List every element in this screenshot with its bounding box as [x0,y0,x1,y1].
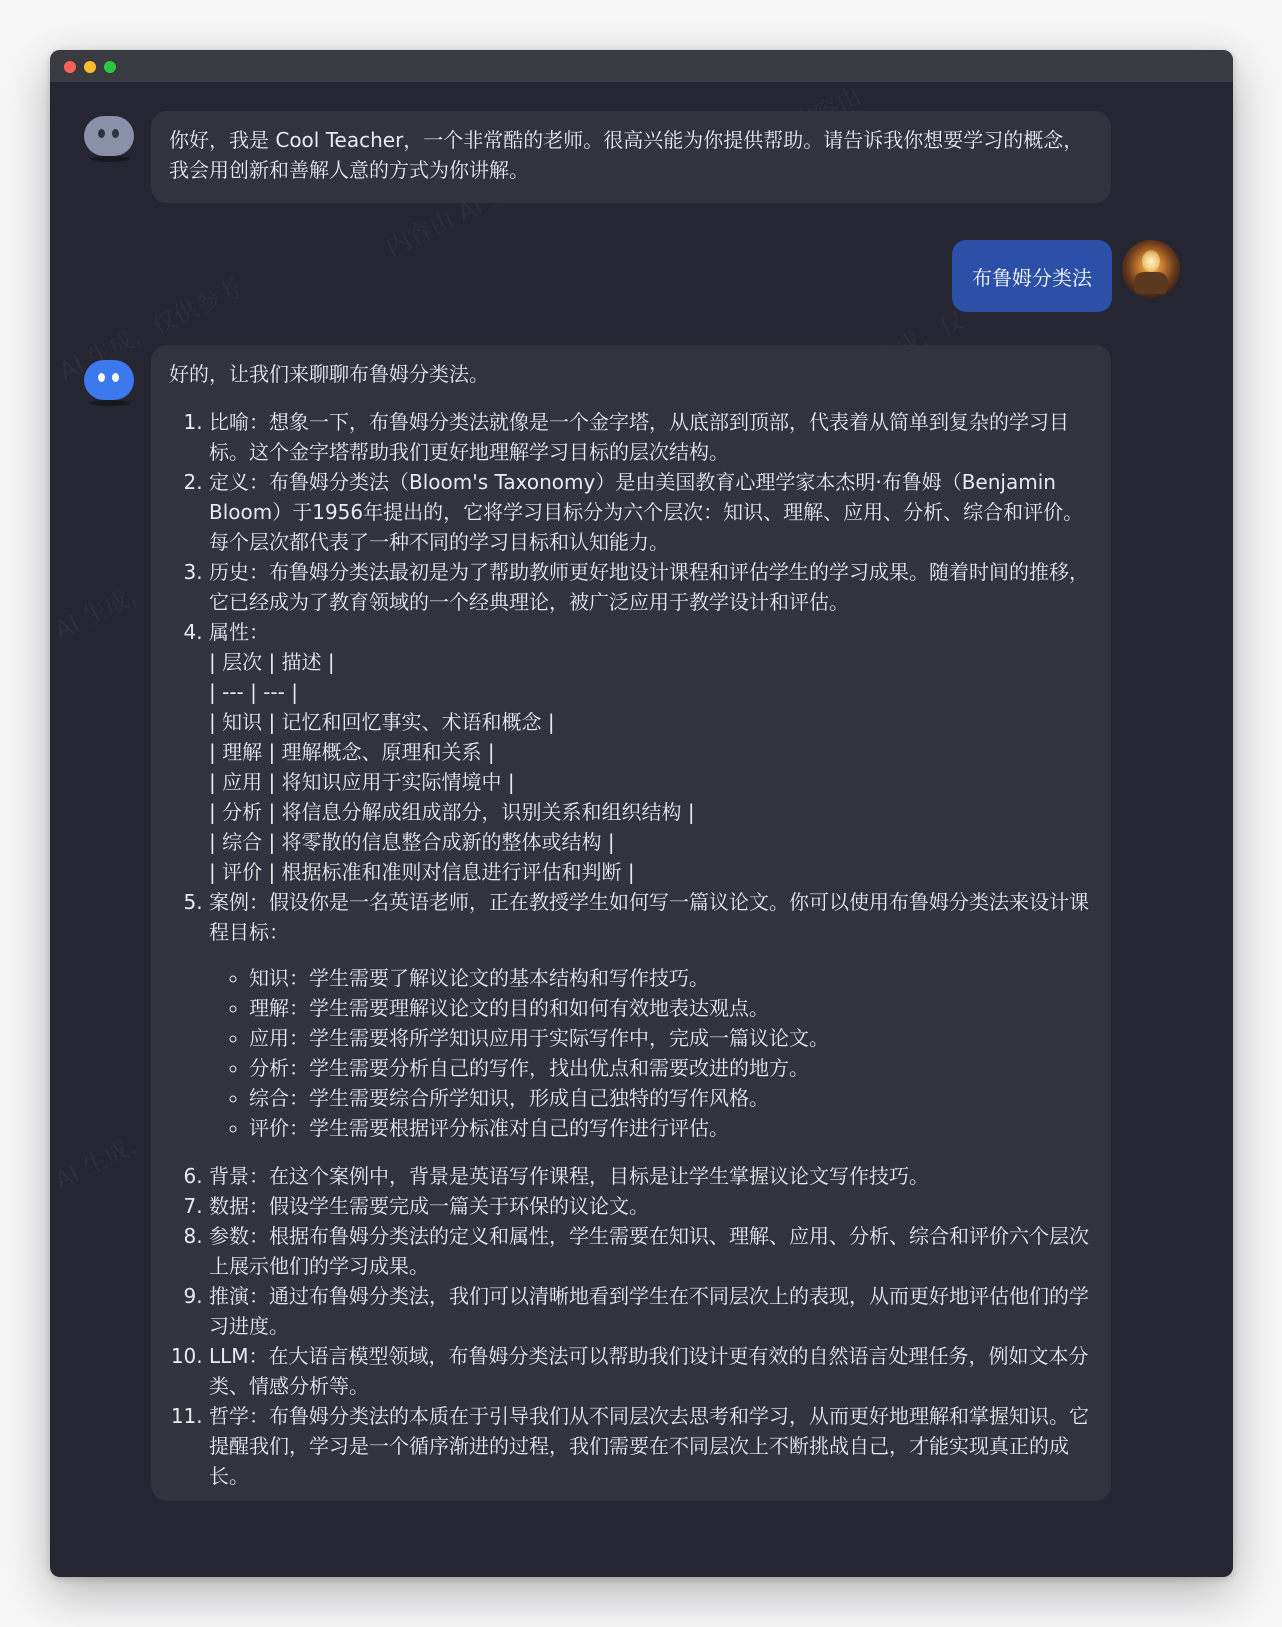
table-row: | --- | --- | [209,680,298,704]
assistant-message-bubble [151,111,1111,203]
bullet-item: ◦ 知识：学生需要了解议论文的基本结构和写作技巧。 [249,963,1093,993]
list-item: 8. 参数：根据布鲁姆分类法的定义和属性，学生需要在知识、理解、应用、分析、综合和评价六个层次上展示他们的学习成果。 [209,1221,1093,1281]
robot-eye-icon [112,129,119,138]
assistant-message-bubble [151,345,1111,1501]
avatar-figure [1134,272,1168,294]
list-item: 7. 数据：假设学生需要完成一篇关于环保的议论文。 [209,1191,1093,1221]
table-row: | 层次 | 描述 | [209,650,335,674]
robot-eye-icon [112,373,119,382]
list-item: 6. 背景：在这个案例中，背景是英语写作课程，目标是让学生掌握议论文写作技巧。 [209,1161,1093,1191]
list-item [209,887,1093,1143]
robot-eye-icon [98,129,105,138]
list-item: 10. LLM：在大语言模型领域，布鲁姆分类法可以帮助我们设计更有效的自然语言处理任务，例如文本分类、情感分析等。 [209,1341,1093,1401]
bullet-item: ◦ 评价：学生需要根据评分标准对自己的写作进行评估。 [249,1113,1093,1143]
table-row: | 理解 | 理解概念、原理和关系 | [209,740,495,764]
user-avatar [1122,240,1180,298]
minimize-window-button[interactable] [84,61,96,73]
watermark-text [50,1119,156,1196]
robot-eye-icon [98,373,105,382]
list-item-label: 4. 属性： [209,620,269,644]
list-item: 2. 定义：布鲁姆分类法（Bloom's Taxonomy）是由美国教育心理学家本杰明·布鲁姆（Benjamin Bloom）于1956年提出的，它将学习目标分为六个层次：知识、理解、应用、分析、综合和评价。每个层次都代表了一种不同的学习目标和认知能力。 [209,467,1093,557]
avatar-shadow [90,156,130,162]
message-intro: 好的，让我们来聊聊布鲁姆分类法。 [169,362,489,386]
table-row: | 应用 | 将知识应用于实际情境中 | [209,770,515,794]
assistant-avatar [84,360,134,400]
bullet-item: ◦ 应用：学生需要将所学知识应用于实际写作中，完成一篇议论文。 [249,1023,1093,1053]
numbered-list [169,407,1093,1491]
assistant-avatar [84,116,134,156]
list-item: 9. 推演：通过布鲁姆分类法，我们可以清晰地看到学生在不同层次上的表现，从而更好地评估他们的学习进度。 [209,1281,1093,1341]
bullet-item: ◦ 理解：学生需要理解议论文的目的和如何有效地表达观点。 [249,993,1093,1023]
message-text: 布鲁姆分类法 [972,265,1092,290]
title-bar [50,50,1233,82]
list-item: 1. 比喻：想象一下，布鲁姆分类法就像是一个金字塔，从底部到顶部，代表着从简单到复杂的学习目标。这个金字塔帮助我们更好地理解学习目标的层次结构。 [209,407,1093,467]
table-row: | 知识 | 记忆和回忆事实、术语和概念 | [209,710,555,734]
bullet-list [209,963,1093,1143]
message-text: 你好，我是 Cool Teacher，一个非常酷的老师。很高兴能为你提供帮助。请告诉我你想要学习的概念，我会用创新和善解人意的方式为你讲解。 [169,128,1084,182]
bullet-item: ◦ 分析：学生需要分析自己的写作，找出优点和需要改进的地方。 [249,1053,1093,1083]
list-item: 3. 历史：布鲁姆分类法最初是为了帮助教师更好地设计课程和评估学生的学习成果。随着时间的推移，它已经成为了教育领域的一个经典理论，被广泛应用于教学设计和评估。 [209,557,1093,617]
chat-window [50,50,1233,1577]
table-row: | 分析 | 将信息分解成组成部分，识别关系和组织结构 | [209,800,695,824]
table-row: | 综合 | 将零散的信息整合成新的整体或结构 | [209,830,615,854]
list-item [209,617,1093,887]
maximize-window-button[interactable] [104,61,116,73]
list-item: 11. 哲学：布鲁姆分类法的本质在于引导我们从不同层次去思考和学习，从而更好地理解和掌握知识。它提醒我们，学习是一个循序渐进的过程，我们需要在不同层次上不断挑战自己，才能实现真正的成长。 [209,1401,1093,1491]
user-message-bubble [952,240,1112,312]
avatar-glow [1142,250,1160,272]
close-window-button[interactable] [64,61,76,73]
watermark-text [50,569,156,646]
table-row: | 评价 | 根据标准和准则对信息进行评估和判断 | [209,860,635,884]
list-item-label: 案例：假设你是一名英语老师，正在教授学生如何写一篇议论文。你可以使用布鲁姆分类法来设计课程目标： [209,890,1089,944]
avatar-shadow [90,400,130,406]
bullet-item: ◦ 综合：学生需要综合所学知识，形成自己独特的写作风格。 [249,1083,1093,1113]
